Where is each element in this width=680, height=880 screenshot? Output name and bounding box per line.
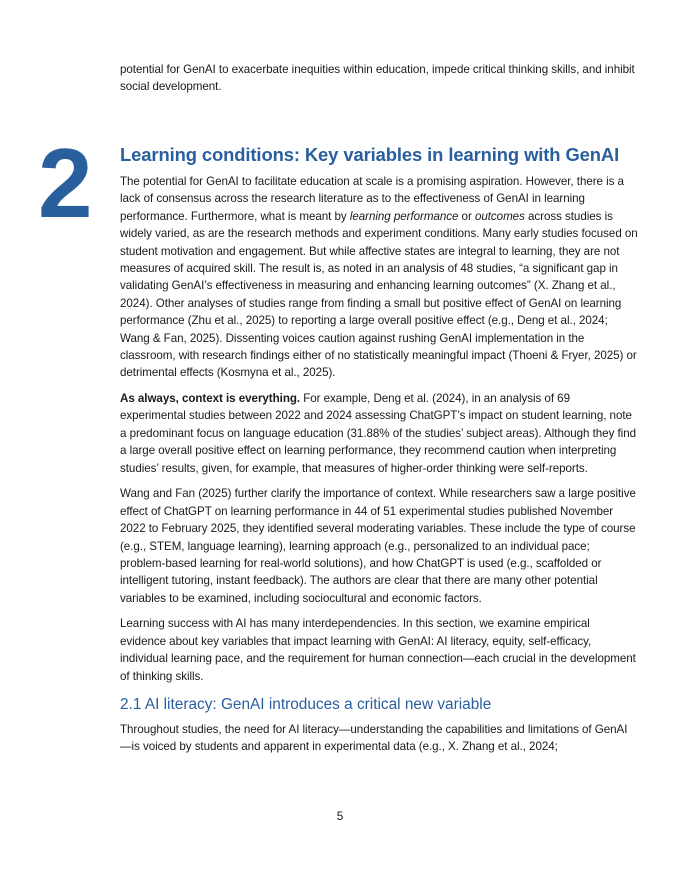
body-paragraph-4: Learning success with AI has many interdependencies. In this section, we examine empirical evidence about key variables that impact learning with GenAI: AI literacy, equity, self-efficacy, individual learning pace, and the requirement for human connection—each crucial in the development of thinking skills. (120, 617, 636, 683)
lead-in-bold: As always, context is everything. (120, 392, 301, 406)
body-paragraph-1: The potential for GenAI to facilitate education at scale is a promising aspiration. However, there is a lack of consensus across the research literature as to the effectiveness of GenAI in learning performance. Furthermore, what is meant by learning performance or outcomes across studies is widely varied, as are the research methods and experiment conditions. Many early studies focused on student motivation and engagement. But while affective states are integral to learning, they are not measures of acquired skill. The result is, as noted in an analysis of 48 studies, “a significant gap in validating GenAI’s effectiveness in measuring and enhancing learning outcomes” (X. Zhang et al., 2024). Other analyses of studies range from finding a small but positive effect of GenAI on learning performance (Zhu et al., 2025) to reporting a large overall positive effect (e.g., Deng et al., 2024; Wang & Fan, 2025). Dissenting voices caution against rushing GenAI implementation in the classroom, with research findings either of no statistically meaningful impact (Thoeni & Fryer, 2025) or detrimental effects (Kosmyna et al., 2025). (120, 175, 638, 380)
section-title: Learning conditions: Key variables in learning with GenAI (120, 144, 620, 165)
intro-paragraph: potential for GenAI to exacerbate inequities within education, impede critical thinking skills, and inhibit social development. (120, 63, 635, 94)
body-paragraph-3: Wang and Fan (2025) further clarify the importance of context. While researchers saw a large positive effect of ChatGPT on learning performance in 44 of 51 experimental studies published November 2022 to February 2025, they identified several moderating variables. These include the type of course (e.g., STEM, language learning), learning approach (e.g., personalized to an individual pace; problem-based learning for real-world solutions), and how ChatGPT is used (e.g., scaffolded or intelligent tutoring, instant feedback). The authors are clear that there are many other potential variables to be examined, including sociocultural and economic factors. (120, 487, 636, 605)
subsection-title: 2.1 AI literacy: GenAI introduces a critical new variable (120, 695, 492, 713)
subsection-paragraph-1: Throughout studies, the need for AI literacy—understanding the capabilities and limitations of GenAI—is voiced by students and apparent in experimental data (e.g., X. Zhang et al., 2024; (120, 722, 628, 754)
intro-block (120, 61, 638, 96)
chapter-number: 2 (38, 128, 93, 238)
page-number: 5 (336, 810, 344, 823)
body-paragraph-2: As always, context is everything. For example, Deng et al. (2024), in an analysis of 69 experimental studies between 2022 and 2024 assessing ChatGPT’s impact on student learning, note a predominant focus on language education (31.88% of the studies’ subject areas). Although they find a large overall positive effect on learning performance, they recommend caution when interpreting studies’ results, given, for example, that measures of higher-order thinking were self-reports. (120, 392, 636, 475)
section-body (120, 173, 638, 764)
